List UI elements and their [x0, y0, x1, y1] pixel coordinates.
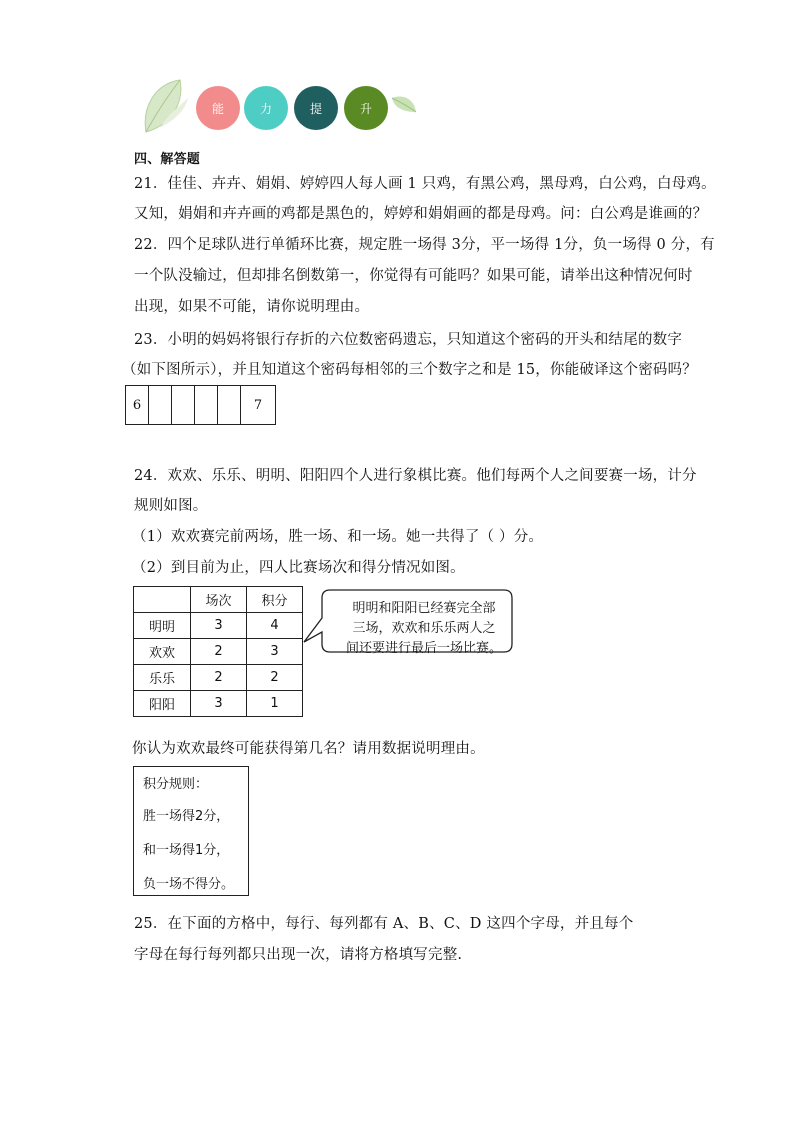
- score-points: 1: [247, 691, 303, 717]
- ability-banner: [140, 78, 420, 134]
- speech-bubble-text: [335, 599, 513, 659]
- banner-circle-1: 能: [196, 86, 240, 130]
- q22-line-3: 出现，如果不可能，请你说明理由。: [134, 299, 370, 315]
- score-points: 2: [247, 665, 303, 691]
- q22-line-2: 一个队没输过，但却排名倒数第一，你觉得有可能吗？如果可能，请举出这种情况何时: [134, 268, 693, 284]
- q24-part-2: （2）到目前为止，四人比赛场次和得分情况如图。: [132, 560, 465, 576]
- rules-loss: 负一场不得分。: [143, 877, 235, 892]
- q24-line-2: 规则如图。: [134, 498, 208, 514]
- score-points: 3: [247, 639, 303, 665]
- rules-win: 胜一场得2分，: [143, 809, 230, 824]
- password-digit-blank[interactable]: [195, 386, 218, 425]
- q24-part-1: （1）欢欢赛完前两场，胜一场、和一场。她一共得了（ ）分。: [132, 529, 544, 545]
- q25-line-1: 25．在下面的方格中，每行、每列都有 A、B、C、D 这四个字母，并且每个: [134, 916, 634, 932]
- password-grid: [125, 385, 276, 425]
- score-header-empty: [134, 587, 191, 613]
- password-digit-first: 6: [126, 386, 149, 425]
- score-header-points: 积分: [247, 587, 303, 613]
- score-table: [133, 586, 303, 717]
- q21-line-1: 21．佳佳、卉卉、娟娟、婷婷四人每人画 1 只鸡，有黑公鸡，黑母鸡，白公鸡，白母鸡。: [134, 176, 716, 192]
- leaf-right-icon: [390, 94, 418, 116]
- score-matches: 3: [191, 691, 247, 717]
- leaf-left-icon: [140, 78, 190, 134]
- q25-line-2: 字母在每行每列都只出现一次，请将方格填写完整.: [134, 947, 463, 963]
- q24-question: 你认为欢欢最终可能获得第几名？请用数据说明理由。: [132, 741, 485, 757]
- bubble-line: 间还要进行最后一场比赛。: [345, 641, 502, 656]
- score-player: 欢欢: [134, 639, 191, 665]
- score-matches: 3: [191, 613, 247, 639]
- q23-line-2: （如下图所示），并且知道这个密码每相邻的三个数字之和是 15，你能破译这个密码吗？: [122, 362, 698, 378]
- score-player: 阳阳: [134, 691, 191, 717]
- score-matches: 2: [191, 665, 247, 691]
- bubble-line: 三场，欢欢和乐乐两人之: [352, 621, 496, 636]
- password-digit-blank[interactable]: [218, 386, 241, 425]
- password-digit-last: 7: [241, 386, 276, 425]
- score-player: 乐乐: [134, 665, 191, 691]
- q23-line-1: 23．小明的妈妈将银行存折的六位数密码遗忘，只知道这个密码的开头和结尾的数字: [134, 332, 683, 348]
- password-digit-blank[interactable]: [172, 386, 195, 425]
- score-player: 明明: [134, 613, 191, 639]
- rules-title: 积分规则：: [143, 777, 209, 792]
- section-title: 四、解答题: [134, 152, 201, 167]
- password-digit-blank[interactable]: [149, 386, 172, 425]
- banner-circle-4: 升: [344, 86, 388, 130]
- q22-line-1: 22．四个足球队进行单循环比赛，规定胜一场得 3分，平一场得 1分，负一场得 0 分，有: [134, 237, 715, 253]
- score-matches: 2: [191, 639, 247, 665]
- score-points: 4: [247, 613, 303, 639]
- banner-circle-3: 提: [294, 86, 338, 130]
- scoring-rules-box: [133, 766, 249, 896]
- score-header-matches: 场次: [191, 587, 247, 613]
- banner-circle-2: 力: [244, 86, 288, 130]
- rules-draw: 和一场得1分，: [143, 843, 230, 858]
- q24-line-1: 24．欢欢、乐乐、明明、阳阳四个人进行象棋比赛。他们每两个人之间要赛一场，计分: [134, 468, 697, 484]
- q21-line-2: 又知，娟娟和卉卉画的鸡都是黑色的，婷婷和娟娟画的都是母鸡。问：白公鸡是谁画的？: [134, 206, 708, 222]
- bubble-line: 明明和阳阳已经赛完全部: [352, 601, 496, 616]
